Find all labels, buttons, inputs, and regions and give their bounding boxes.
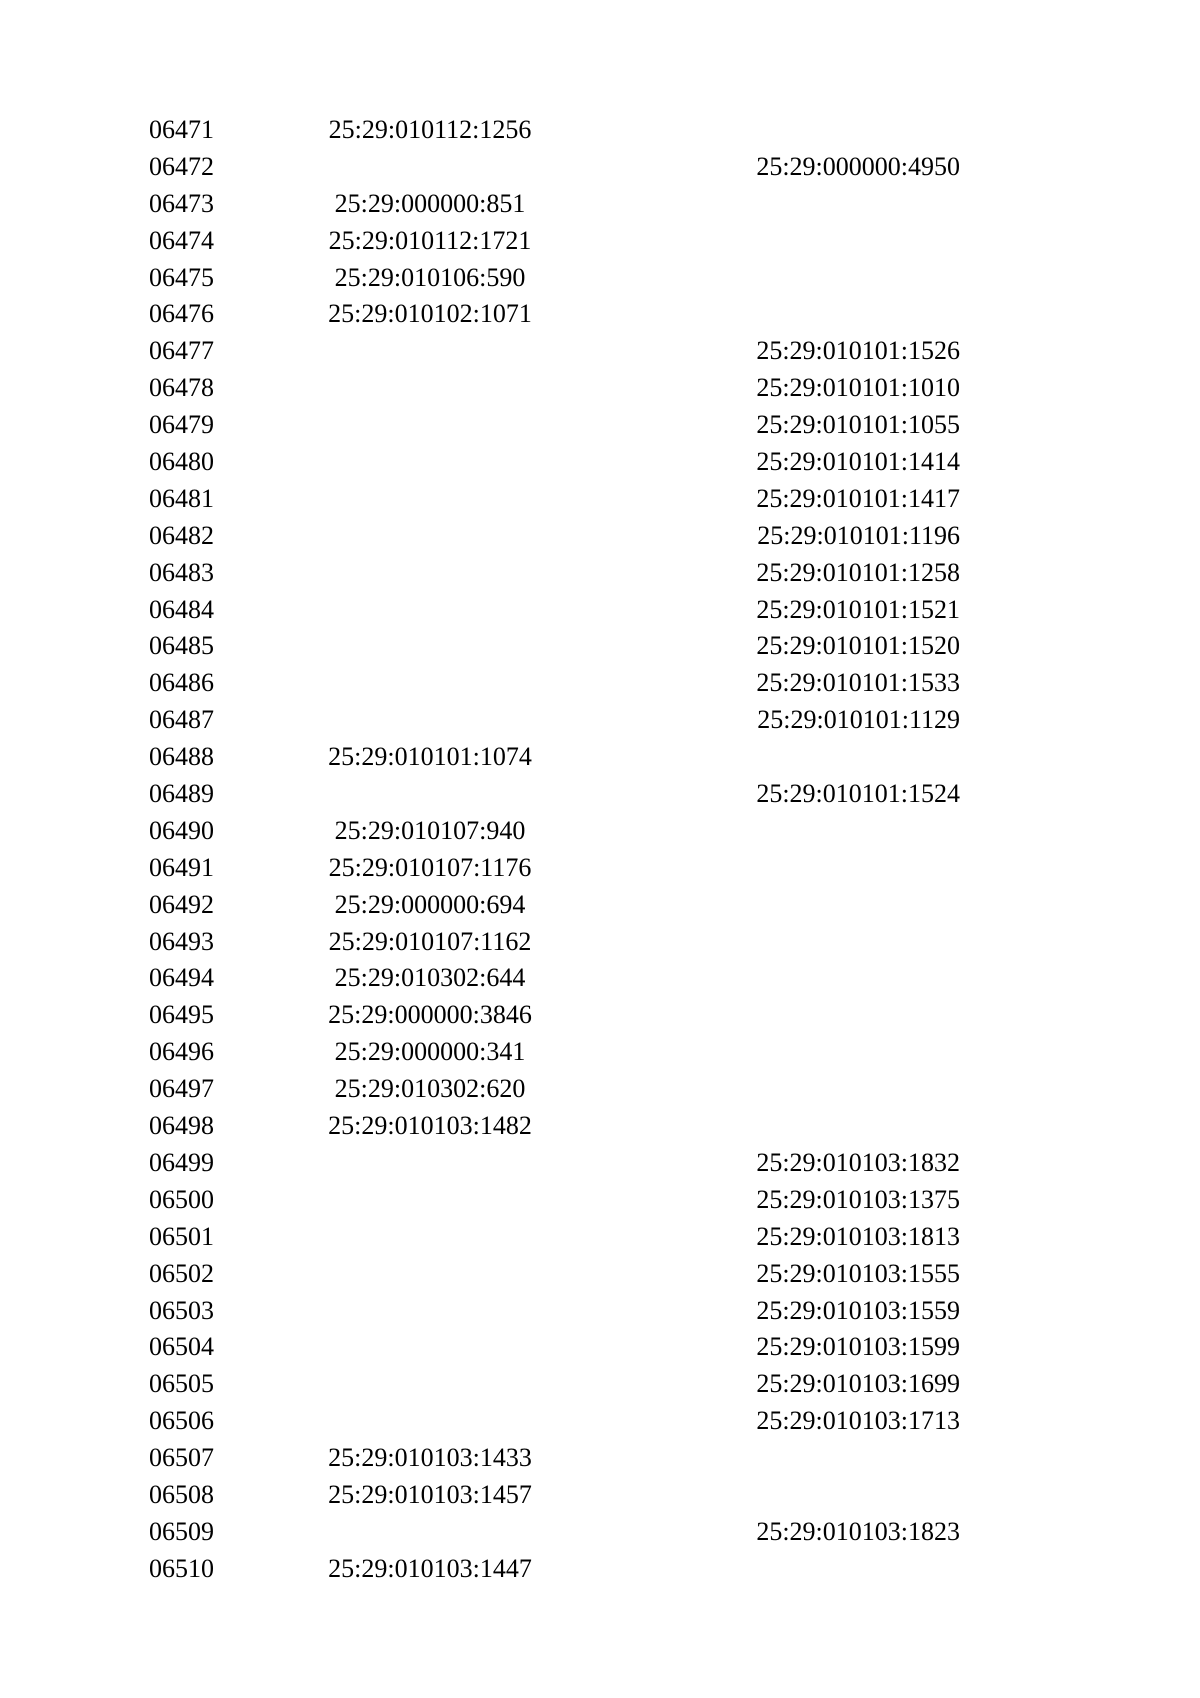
cadastral-number-column-1: 25:29:010103:1457 (328, 1479, 532, 1509)
table-row (0, 1329, 1200, 1366)
cadastral-number-column-2 (700, 1440, 960, 1477)
cadastral-number-column-1: 25:29:000000:341 (334, 1037, 526, 1067)
cadastral-number-column-1 (300, 370, 560, 407)
row-number: 06507 (149, 1443, 214, 1473)
cadastral-number-column-1 (300, 1219, 560, 1256)
table-row (0, 1293, 1200, 1330)
cadastral-number-column-2 (700, 1477, 960, 1514)
cadastral-number-column-1: 25:29:010101:1074 (328, 742, 532, 772)
row-number: 06483 (149, 557, 214, 587)
cadastral-number-column-1 (300, 1366, 560, 1403)
table-row (0, 1551, 1200, 1588)
row-number: 06477 (149, 336, 214, 366)
row-number: 06488 (149, 742, 214, 772)
cadastral-table (0, 112, 1200, 1588)
cadastral-number-column-2 (700, 850, 960, 887)
cadastral-number-column-2: 25:29:010101:1533 (756, 668, 960, 698)
cadastral-number-column-2: 25:29:010101:1258 (756, 557, 960, 587)
table-row (0, 887, 1200, 924)
cadastral-number-column-1 (300, 628, 560, 665)
row-number: 06505 (149, 1369, 214, 1399)
cadastral-number-column-2 (700, 1108, 960, 1145)
table-row (0, 776, 1200, 813)
cadastral-number-column-2: 25:29:010103:1713 (756, 1406, 960, 1436)
cadastral-number-column-1: 25:29:010102:1071 (328, 299, 532, 329)
cadastral-number-column-1 (300, 665, 560, 702)
table-row (0, 1477, 1200, 1514)
row-number: 06504 (149, 1332, 214, 1362)
cadastral-number-column-2 (700, 1071, 960, 1108)
row-number: 06472 (149, 151, 214, 181)
table-row (0, 186, 1200, 223)
cadastral-number-column-1 (300, 555, 560, 592)
cadastral-number-column-1: 25:29:010302:644 (334, 963, 526, 993)
table-row (0, 260, 1200, 297)
table-row (0, 518, 1200, 555)
cadastral-number-column-2 (700, 960, 960, 997)
cadastral-number-column-2: 25:29:010103:1832 (756, 1147, 960, 1177)
row-number: 06492 (149, 889, 214, 919)
cadastral-number-column-2: 25:29:010103:1599 (756, 1332, 960, 1362)
row-number: 06499 (149, 1147, 214, 1177)
cadastral-number-column-1: 25:29:000000:694 (334, 889, 526, 919)
table-row (0, 296, 1200, 333)
row-number: 06487 (149, 705, 214, 735)
table-row (0, 555, 1200, 592)
row-number: 06503 (149, 1295, 214, 1325)
cadastral-number-column-2: 25:29:010101:1524 (756, 779, 960, 809)
row-number: 06473 (149, 188, 214, 218)
row-number: 06491 (149, 852, 214, 882)
row-number: 06496 (149, 1037, 214, 1067)
table-row (0, 333, 1200, 370)
cadastral-number-column-2: 25:29:010103:1699 (756, 1369, 960, 1399)
cadastral-number-column-2 (700, 739, 960, 776)
cadastral-number-column-1 (300, 702, 560, 739)
table-row (0, 739, 1200, 776)
row-number: 06484 (149, 594, 214, 624)
table-row (0, 1403, 1200, 1440)
cadastral-number-column-1 (300, 1329, 560, 1366)
row-number: 06498 (149, 1111, 214, 1141)
cadastral-number-column-2: 25:29:000000:4950 (756, 151, 960, 181)
row-number: 06480 (149, 447, 214, 477)
cadastral-number-column-1 (300, 149, 560, 186)
cadastral-number-column-2: 25:29:010103:1555 (756, 1258, 960, 1288)
cadastral-number-column-1: 25:29:010107:1162 (328, 926, 532, 956)
table-row (0, 702, 1200, 739)
table-row (0, 1034, 1200, 1071)
cadastral-number-column-1: 25:29:010103:1482 (328, 1111, 532, 1141)
row-number: 06475 (149, 262, 214, 292)
cadastral-number-column-1: 25:29:000000:851 (334, 188, 526, 218)
row-number: 06500 (149, 1184, 214, 1214)
cadastral-number-column-1 (300, 1256, 560, 1293)
table-row (0, 1219, 1200, 1256)
cadastral-number-column-1 (300, 776, 560, 813)
table-row (0, 444, 1200, 481)
row-number: 06490 (149, 815, 214, 845)
cadastral-number-column-1: 25:29:010103:1433 (328, 1443, 532, 1473)
cadastral-number-column-2: 25:29:010103:1559 (756, 1295, 960, 1325)
row-number: 06485 (149, 631, 214, 661)
cadastral-number-column-1 (300, 407, 560, 444)
table-row (0, 1366, 1200, 1403)
cadastral-number-column-1 (300, 518, 560, 555)
table-row (0, 407, 1200, 444)
cadastral-number-column-1: 25:29:010302:620 (334, 1074, 526, 1104)
table-row (0, 1145, 1200, 1182)
row-number: 06510 (149, 1553, 214, 1583)
table-row (0, 1514, 1200, 1551)
cadastral-number-column-1: 25:29:000000:3846 (328, 1000, 532, 1030)
cadastral-number-column-2 (700, 296, 960, 333)
cadastral-number-column-1 (300, 1145, 560, 1182)
cadastral-number-column-2 (700, 924, 960, 961)
cadastral-number-column-2 (700, 813, 960, 850)
table-row (0, 850, 1200, 887)
cadastral-number-column-1: 25:29:010107:1176 (328, 852, 532, 882)
row-number: 06479 (149, 410, 214, 440)
cadastral-number-column-1 (300, 1403, 560, 1440)
row-number: 06482 (149, 520, 214, 550)
row-number: 06502 (149, 1258, 214, 1288)
table-row (0, 960, 1200, 997)
table-row (0, 1108, 1200, 1145)
row-number: 06509 (149, 1516, 214, 1546)
cadastral-number-column-2: 25:29:010101:1129 (757, 705, 960, 735)
table-row (0, 997, 1200, 1034)
cadastral-number-column-1 (300, 1182, 560, 1219)
table-row (0, 481, 1200, 518)
table-row (0, 1182, 1200, 1219)
table-row (0, 628, 1200, 665)
cadastral-number-column-1 (300, 1514, 560, 1551)
table-row (0, 149, 1200, 186)
cadastral-number-column-2 (700, 112, 960, 149)
cadastral-number-column-1: 25:29:010103:1447 (328, 1553, 532, 1583)
cadastral-number-column-1: 25:29:010112:1256 (328, 115, 532, 144)
row-number: 06494 (149, 963, 214, 993)
table-row (0, 112, 1200, 149)
table-row (0, 1256, 1200, 1293)
row-number: 06501 (149, 1221, 214, 1251)
table-row (0, 1071, 1200, 1108)
row-number: 06476 (149, 299, 214, 329)
cadastral-number-column-2 (700, 1034, 960, 1071)
table-row (0, 1440, 1200, 1477)
table-row (0, 223, 1200, 260)
row-number: 06471 (149, 115, 214, 144)
cadastral-number-column-2: 25:29:010101:1055 (756, 410, 960, 440)
table-row (0, 924, 1200, 961)
table-row (0, 813, 1200, 850)
row-number: 06474 (149, 225, 214, 255)
row-number: 06508 (149, 1479, 214, 1509)
cadastral-number-column-2 (700, 223, 960, 260)
cadastral-number-column-2: 25:29:010101:1520 (756, 631, 960, 661)
cadastral-number-column-1: 25:29:010112:1721 (328, 225, 532, 255)
cadastral-number-column-1 (300, 481, 560, 518)
table-row (0, 665, 1200, 702)
cadastral-number-column-1 (300, 592, 560, 629)
row-number: 06495 (149, 1000, 214, 1030)
cadastral-number-column-2 (700, 186, 960, 223)
cadastral-number-column-2: 25:29:010103:1823 (756, 1516, 960, 1546)
cadastral-number-column-2: 25:29:010101:1521 (756, 594, 960, 624)
row-number: 06478 (149, 373, 214, 403)
cadastral-number-column-1 (300, 1293, 560, 1330)
cadastral-number-column-2 (700, 997, 960, 1034)
cadastral-number-column-2: 25:29:010101:1526 (756, 336, 960, 366)
cadastral-number-column-2 (700, 1551, 960, 1588)
row-number: 06497 (149, 1074, 214, 1104)
cadastral-number-column-1: 25:29:010106:590 (334, 262, 526, 292)
cadastral-number-column-2 (700, 260, 960, 297)
table-row (0, 592, 1200, 629)
row-number: 06493 (149, 926, 214, 956)
cadastral-number-column-2 (700, 887, 960, 924)
cadastral-number-column-1: 25:29:010107:940 (334, 815, 526, 845)
cadastral-number-column-1 (300, 444, 560, 481)
row-number: 06489 (149, 779, 214, 809)
cadastral-number-column-2: 25:29:010103:1375 (756, 1184, 960, 1214)
row-number: 06481 (149, 483, 214, 513)
row-number: 06506 (149, 1406, 214, 1436)
cadastral-number-column-2: 25:29:010101:1417 (756, 483, 960, 513)
cadastral-number-column-2: 25:29:010103:1813 (756, 1221, 960, 1251)
cadastral-number-column-2: 25:29:010101:1010 (756, 373, 960, 403)
cadastral-number-column-1 (300, 333, 560, 370)
table-row (0, 370, 1200, 407)
cadastral-number-column-2: 25:29:010101:1414 (756, 447, 960, 477)
row-number: 06486 (149, 668, 214, 698)
cadastral-number-column-2: 25:29:010101:1196 (757, 520, 960, 550)
